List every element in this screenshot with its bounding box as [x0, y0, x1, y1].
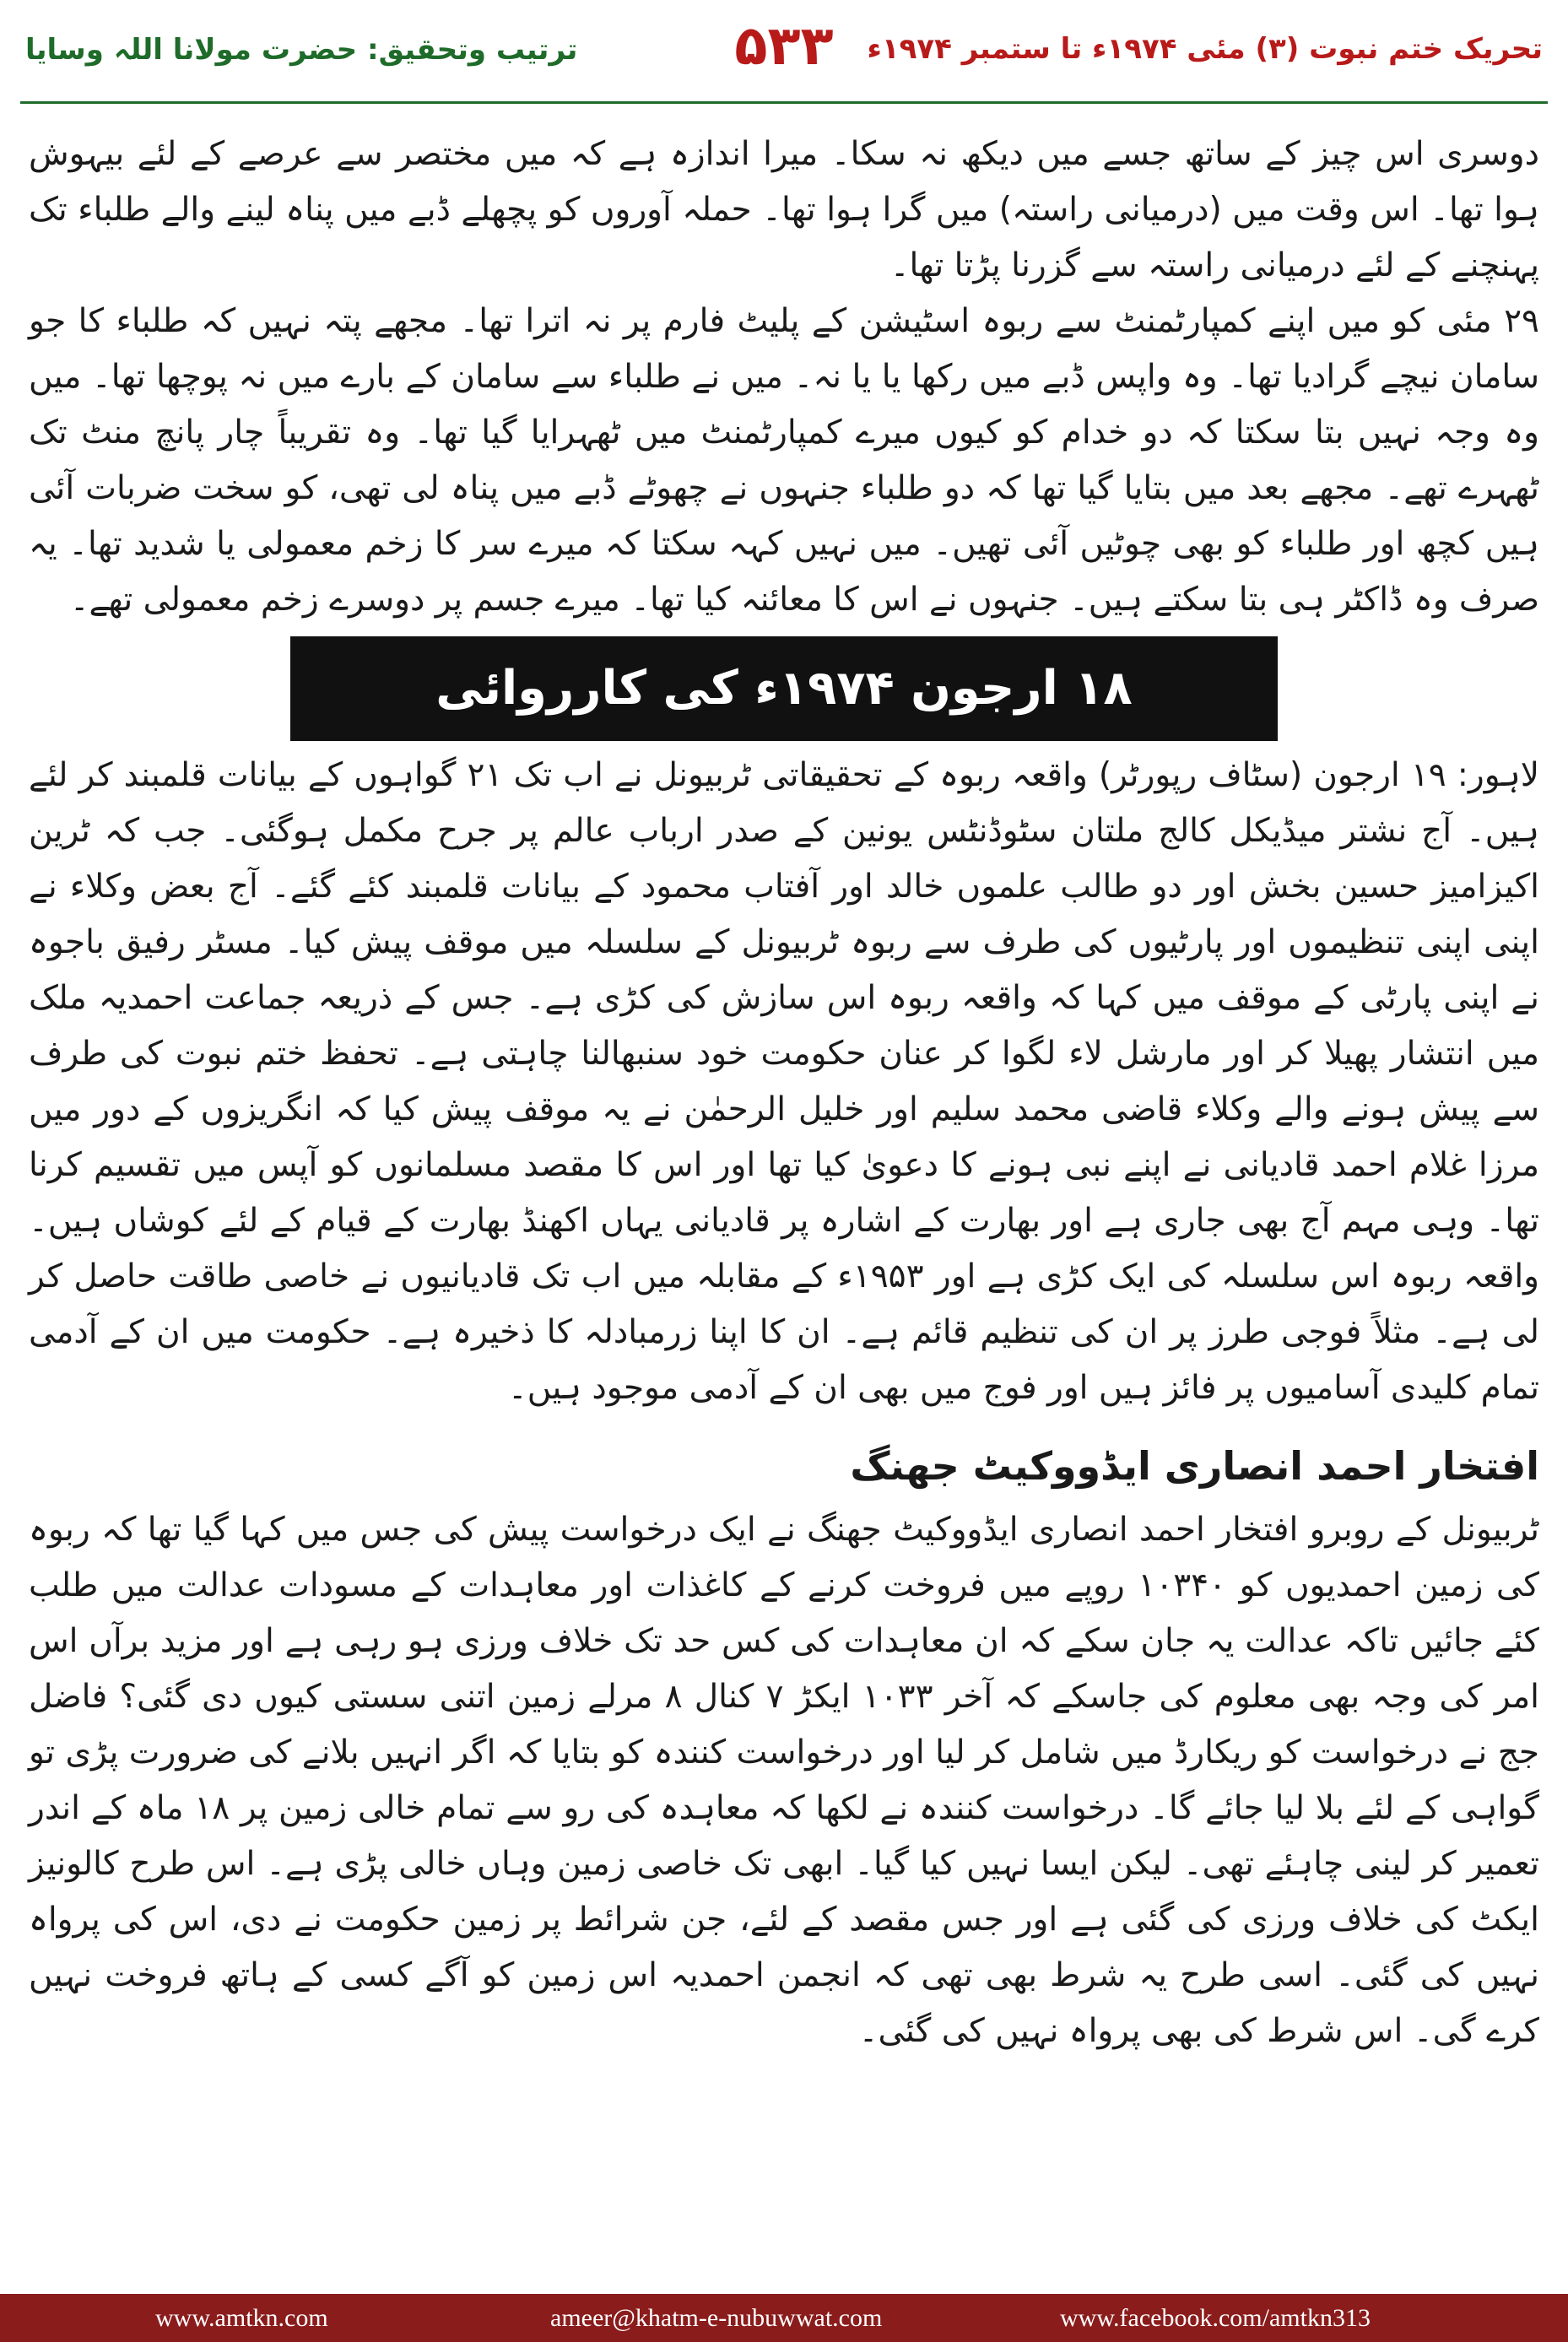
footer-email-link[interactable]: ameer@khatm-e-nubuwwat.com	[550, 2304, 883, 2332]
section-subheading: افتخار احمد انصاری ایڈووکیٹ جھنگ	[850, 1443, 1539, 1489]
header-divider	[20, 101, 1548, 104]
paragraph: لاہور: ۱۹ ارجون (سٹاف رپورٹر) واقعہ ربوہ کے تحقیقاتی ٹربیونل نے اب تک ۲۱ گواہوں کے بیانات قلمبند کر لئے ہیں۔ آج نشتر میڈیکل کالج ملتان سٹوڈنٹس یونین کے صدر ارباب عالم پر جرح مکمل ہوگئی۔ جب کہ ٹرین اکیزامیز حسین بخش اور دو طالب علموں خالد اور آفتاب محمود کے بیانات قلمبند کئے گئے۔ آج بعض وکلاء نے اپنی اپنی تنظیموں اور پارٹیوں کی طرف سے ربوہ ٹربیونل کے سلسلہ میں موقف پیش کیا۔ مسٹر رفیق باجوہ نے اپنی پارٹی کے موقف میں کہا کہ واقعہ ربوہ اس سازش کی کڑی ہے۔ جس کے ذریعہ جماعت احمدیہ ملک میں انتشار پھیلا کر اور مارشل لاء لگوا کر عنان حکومت خود سنبھالنا چاہتی ہے۔ تحفظ ختم نبوت کی طرف سے پیش ہونے والے وکلاء قاضی محمد سلیم اور خلیل الرحمٰن نے یہ موقف پیش کیا کہ انگریزوں کے دور میں مرزا غلام احمد قادیانی نے اپنے نبی ہونے کا دعویٰ کیا تھا اور اس کا مقصد مسلمانوں کو آپس میں تقسیم کرنا تھا۔ وہی مہم آج بھی جاری ہے اور بھارت کے اشارہ پر قادیانی یہاں اکھنڈ بھارت کے قیام کے لئے کوشاں ہیں۔ واقعہ ربوہ اس سلسلہ کی ایک کڑی ہے اور ۱۹۵۳ء کے مقابلہ میں اب تک قادیانیوں نے خاصی طاقت حاصل کر لی ہے۔ مثلاً فوجی طرز پر ان کی تنظیم قائم ہے۔ ان کا اپنا زرمبادلہ کا ذخیرہ ہے۔ حکومت میں ان کے آدمی تمام کلیدی آسامیوں پر فائز ہیں اور فوج میں بھی ان کے آدمی موجود ہیں۔	[29, 756, 1540, 1407]
header-compiler-credit: ترتیب وتحقیق: حضرت مولانا اللہ وسایا	[25, 33, 578, 67]
article-body	[29, 127, 1539, 2059]
paragraph: دوسری اس چیز کے ساتھ جسے میں دیکھ نہ سکا۔ میرا اندازہ ہے کہ میں مختصر سے عرصے کے لئے بیہوش ہوا تھا۔ اس وقت میں (درمیانی راستہ) میں گرا ہوا تھا۔ حملہ آوروں کو پچھلے ڈبے میں پناہ لینے والے طلباء تک پہنچنے کے لئے درمیانی راستہ سے گزرنا پڑتا تھا۔	[29, 135, 1539, 284]
paragraph: ۲۹ مئی کو میں اپنے کمپارٹمنٹ سے ربوہ اسٹیشن کے پلیٹ فارم پر نہ اترا تھا۔ مجھے پتہ نہیں کہ طلباء کا جو سامان نیچے گرادیا تھا۔ وہ واپس ڈبے میں رکھا یا یا نہ۔ میں نے طلباء سے سامان کے بارے میں نہ پوچھا تھا۔ میں وہ وجہ نہیں بتا سکتا کہ دو خدام کو کیوں میرے کمپارٹمنٹ میں ٹھہرایا گیا تھا۔ وہ تقریباً چار پانچ منٹ تک ٹھہرے تھے۔ مجھے بعد میں بتایا گیا تھا کہ دو طلباء جنہوں نے چھوٹے ڈبے میں پناہ لی تھی، کو سخت ضربات آئی ہیں کچھ اور طلباء کو بھی چوٹیں آئی تھیں۔ میں نہیں کہہ سکتا کہ میرے سر کا زخم معمولی یا شدید تھا۔ یہ صرف وہ ڈاکٹر ہی بتا سکتے ہیں۔ جنہوں نے اس کا معائنہ کیا تھا۔ میرے جسم پر دوسرے زخم معمولی تھے۔	[29, 302, 1539, 619]
page-number: ۵۳۳	[734, 15, 834, 78]
footer-facebook-link[interactable]: www.facebook.com/amtkn313	[1060, 2304, 1371, 2332]
footer-website-link[interactable]: www.amtkn.com	[155, 2304, 328, 2332]
section-banner: ۱۸ ارجون ۱۹۷۴ء کی کارروائی	[290, 636, 1278, 741]
header-book-title: تحریک ختم نبوت (۳) مئی ۱۹۷۴ء تا ستمبر ۱۹۷۴ء	[867, 32, 1543, 66]
page-footer	[0, 2294, 1568, 2342]
page-header	[0, 0, 1568, 101]
paragraph: ٹربیونل کے روبرو افتخار احمد انصاری ایڈووکیٹ جھنگ نے ایک درخواست پیش کی جس میں کہا گیا تھا کہ ربوہ کی زمین احمدیوں کو ۱۰۳۴۰ روپے میں فروخت کرنے کے کاغذات اور معاہدات کے مسودات عدالت میں طلب کئے جائیں تاکہ عدالت یہ جان سکے کہ ان معاہدات کی کس حد تک خلاف ورزی ہو رہی ہے اور مزید برآں اس امر کی وجہ بھی معلوم کی جاسکے کہ آخر ۱۰۳۳ ایکڑ ۷ کنال ۸ مرلے زمین اتنی سستی کیوں دی گئی؟ فاضل جج نے درخواست کو ریکارڈ میں شامل کر لیا اور درخواست کنندہ کو بتایا کہ اگر انہیں بلانے کی ضرورت پڑی تو گواہی کے لئے بلا لیا جائے گا۔ درخواست کنندہ نے لکھا کہ معاہدہ کی رو سے تمام خالی زمین پر ۱۸ ماہ کے اندر تعمیر کر لینی چاہئے تھی۔ لیکن ایسا نہیں کیا گیا۔ ابھی تک خاصی زمین وہاں خالی پڑی ہے۔ اس طرح کالونیز ایکٹ کی خلاف ورزی کی گئی ہے اور جس مقصد کے لئے، جن شرائط پر زمین حکومت نے دی، اس کی پرواہ نہیں کی گئی۔ اسی طرح یہ شرط بھی تھی کہ انجمن احمدیہ اس زمین کو آگے کسی کے ہاتھ فروخت نہیں کرے گی۔ اس شرط کی بھی پرواہ نہیں کی گئی۔	[29, 1511, 1539, 2050]
